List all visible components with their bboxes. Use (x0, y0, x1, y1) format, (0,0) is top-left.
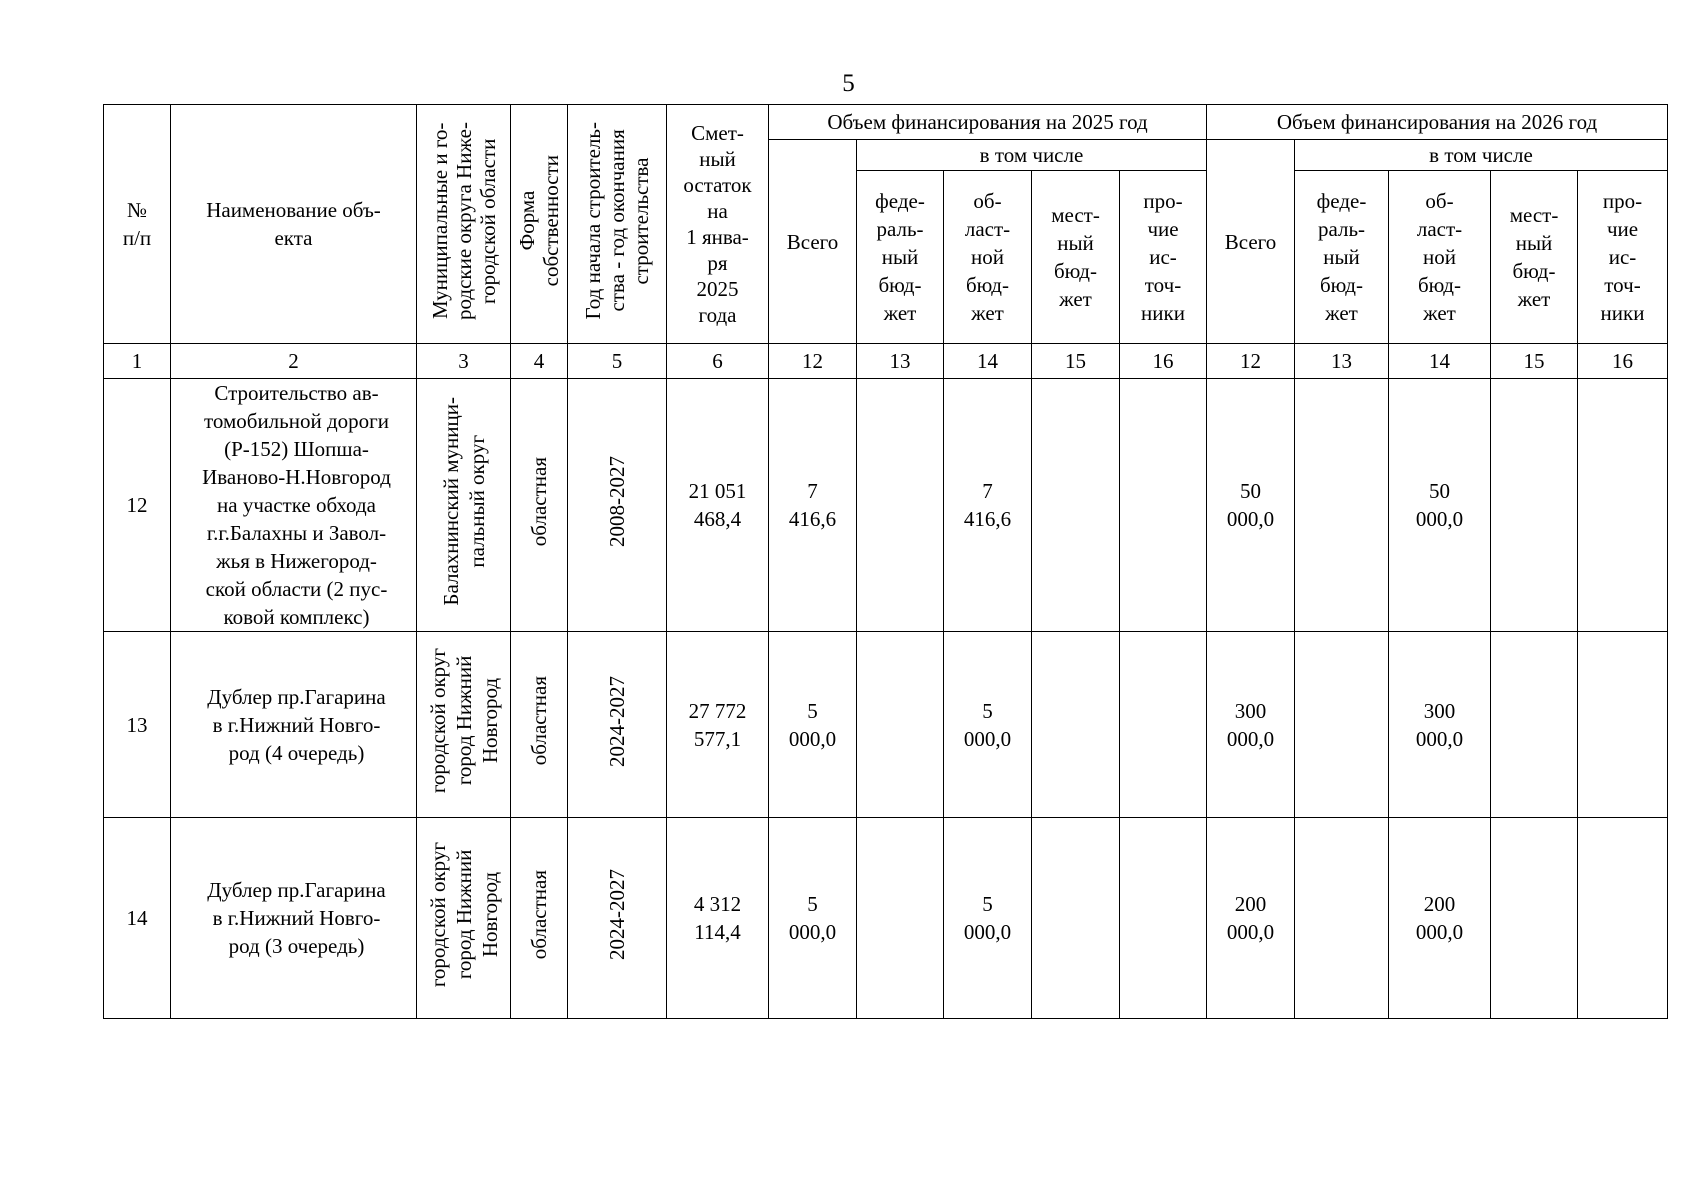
row-total-2026: 200 000,0 (1207, 818, 1295, 1019)
row-federal-2025 (857, 632, 944, 818)
row-other-2025 (1120, 632, 1207, 818)
row-ownership: областная (511, 818, 568, 1019)
row-local-2025 (1032, 632, 1120, 818)
column-number: 12 (1207, 344, 1295, 379)
row-federal-2025 (857, 818, 944, 1019)
row-other-2026 (1578, 818, 1668, 1019)
row-total-2025: 5 000,0 (769, 632, 857, 818)
column-number: 5 (568, 344, 667, 379)
row-num: 14 (104, 818, 171, 1019)
header-regional-2025: об- ласт- ной бюд- жет (944, 171, 1032, 344)
row-estimate: 21 051 468,4 (667, 379, 769, 632)
row-num: 13 (104, 632, 171, 818)
row-object-name: Строительство ав- томобильной дороги (Р-152) Шопша- Иваново-Н.Новгород на участке обхода г.г.Балахны и Завол- жья в Нижегород- ской области (2 пус- ковой комплекс) (171, 379, 417, 632)
header-federal-2025: феде- раль- ный бюд- жет (857, 171, 944, 344)
column-number: 14 (1389, 344, 1491, 379)
header-federal-2026: феде- раль- ный бюд- жет (1295, 171, 1389, 344)
row-years: 2008-2027 (568, 379, 667, 632)
header-municipal: Муниципальные и го- родские округа Ниже- городской области (417, 105, 511, 344)
row-other-2026 (1578, 379, 1668, 632)
row-regional-2026: 50 000,0 (1389, 379, 1491, 632)
row-regional-2025: 5 000,0 (944, 818, 1032, 1019)
header-other-2026: про- чие ис- точ- ники (1578, 171, 1668, 344)
header-including-2026: в том числе (1295, 140, 1668, 171)
header-other-2025: про- чие ис- точ- ники (1120, 171, 1207, 344)
column-number-row (104, 344, 1668, 379)
row-ownership: областная (511, 632, 568, 818)
row-regional-2026: 200 000,0 (1389, 818, 1491, 1019)
row-years: 2024-2027 (568, 632, 667, 818)
column-number: 12 (769, 344, 857, 379)
row-ownership: областная (511, 379, 568, 632)
row-local-2025 (1032, 818, 1120, 1019)
column-number: 3 (417, 344, 511, 379)
header-ownership: Форма собственности (511, 105, 568, 344)
row-federal-2026 (1295, 379, 1389, 632)
row-estimate: 4 312 114,4 (667, 818, 769, 1019)
header-local-2025: мест- ный бюд- жет (1032, 171, 1120, 344)
row-regional-2025: 5 000,0 (944, 632, 1032, 818)
row-other-2026 (1578, 632, 1668, 818)
row-municipality: городской округ город Нижний Новгород (417, 632, 511, 818)
row-num: 12 (104, 379, 171, 632)
column-number: 4 (511, 344, 568, 379)
column-number: 1 (104, 344, 171, 379)
table-row (104, 379, 1668, 632)
column-number: 13 (857, 344, 944, 379)
header-num: № п/п (104, 105, 171, 344)
row-object-name: Дублер пр.Гагарина в г.Нижний Новго- род (4 очередь) (171, 632, 417, 818)
row-years: 2024-2027 (568, 818, 667, 1019)
header-regional-2026: об- ласт- ной бюд- жет (1389, 171, 1491, 344)
header-name: Наименование объ- екта (171, 105, 417, 344)
header-funding-2025: Объем финансирования на 2025 год (769, 105, 1207, 140)
column-number: 13 (1295, 344, 1389, 379)
row-total-2025: 7 416,6 (769, 379, 857, 632)
column-number: 6 (667, 344, 769, 379)
row-object-name: Дублер пр.Гагарина в г.Нижний Новго- род (3 очередь) (171, 818, 417, 1019)
row-local-2026 (1491, 818, 1578, 1019)
row-other-2025 (1120, 379, 1207, 632)
table-row (104, 632, 1668, 818)
header-total-2026: Всего (1207, 140, 1295, 344)
row-local-2026 (1491, 379, 1578, 632)
table-row (104, 818, 1668, 1019)
row-federal-2026 (1295, 818, 1389, 1019)
row-total-2026: 50 000,0 (1207, 379, 1295, 632)
column-number: 16 (1120, 344, 1207, 379)
column-number: 16 (1578, 344, 1668, 379)
row-other-2025 (1120, 818, 1207, 1019)
row-total-2025: 5 000,0 (769, 818, 857, 1019)
column-number: 15 (1032, 344, 1120, 379)
row-federal-2025 (857, 379, 944, 632)
header-total-2025: Всего (769, 140, 857, 344)
header-including-2025: в том числе (857, 140, 1207, 171)
header-row-top (104, 105, 1668, 140)
header-years: Год начала строитель- ства - год окончания строительства (568, 105, 667, 344)
header-estimate: Смет- ный остаток на 1 янва- ря 2025 года (667, 105, 769, 344)
header-funding-2026: Объем финансирования на 2026 год (1207, 105, 1668, 140)
row-federal-2026 (1295, 632, 1389, 818)
row-local-2025 (1032, 379, 1120, 632)
page-number: 5 (842, 70, 855, 97)
column-number: 14 (944, 344, 1032, 379)
column-number: 15 (1491, 344, 1578, 379)
row-regional-2025: 7 416,6 (944, 379, 1032, 632)
financing-table (103, 104, 1668, 1019)
row-estimate: 27 772 577,1 (667, 632, 769, 818)
header-local-2026: мест- ный бюд- жет (1491, 171, 1578, 344)
row-municipality: Балахнинский муници- пальный округ (417, 379, 511, 632)
row-total-2026: 300 000,0 (1207, 632, 1295, 818)
row-regional-2026: 300 000,0 (1389, 632, 1491, 818)
column-number: 2 (171, 344, 417, 379)
row-municipality: городской округ город Нижний Новгород (417, 818, 511, 1019)
row-local-2026 (1491, 632, 1578, 818)
